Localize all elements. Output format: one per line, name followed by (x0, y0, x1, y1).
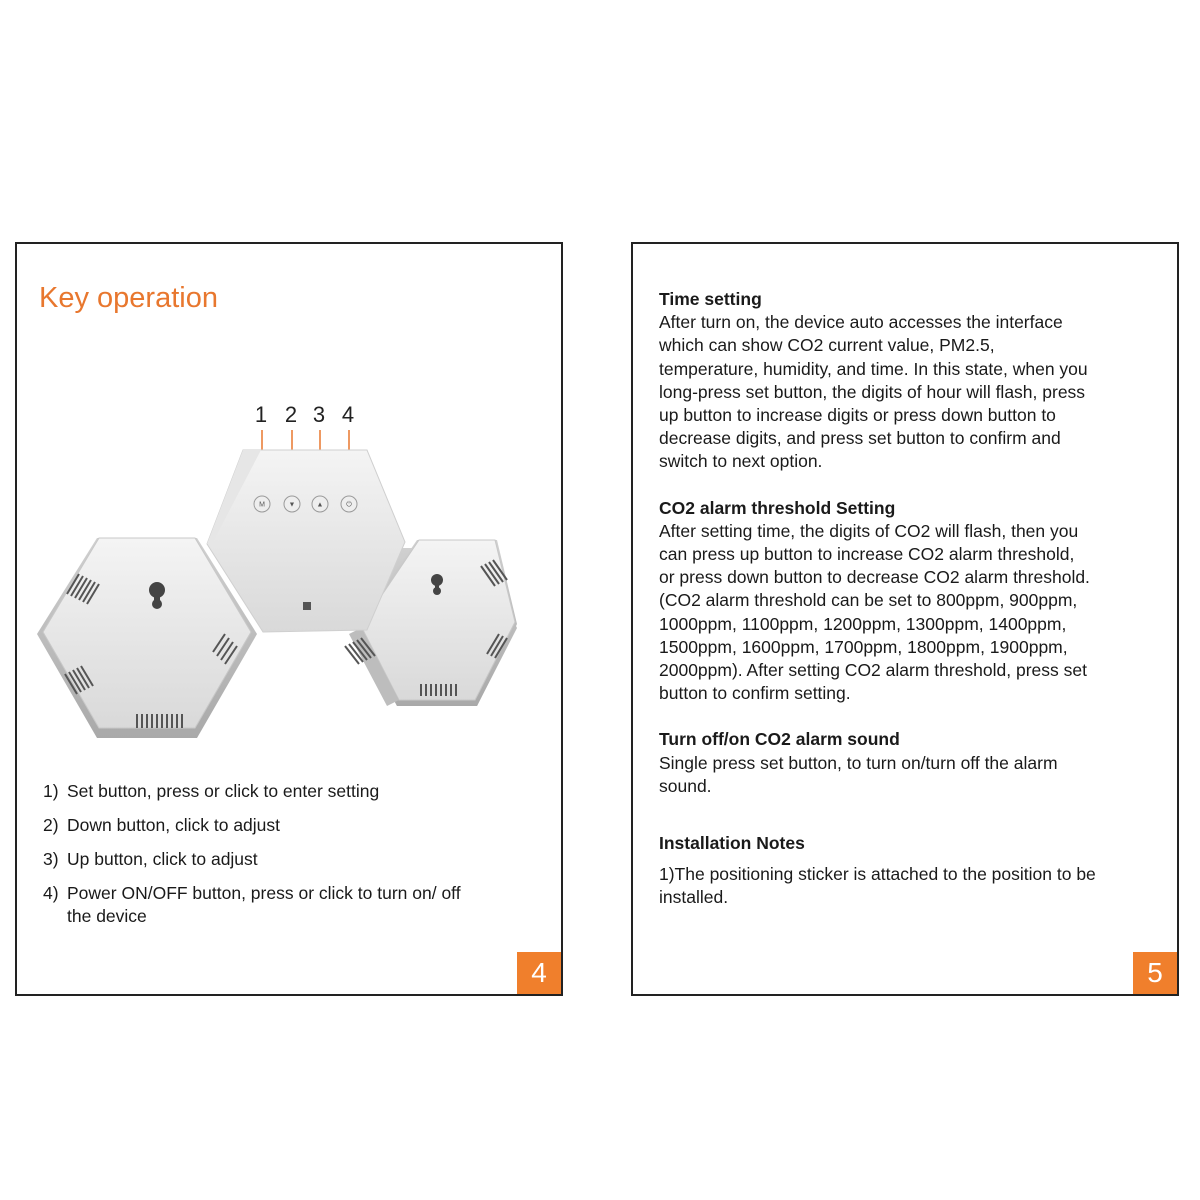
power-icon: ⏻ (346, 501, 352, 509)
set-button-label: M (259, 501, 265, 509)
key-list (43, 780, 513, 939)
section-body: 1)The positioning sticker is attached to the position to be installed. (659, 864, 1096, 908)
page-title: Key operation (39, 282, 218, 314)
instructions (659, 288, 1159, 933)
list-number: 2) (43, 815, 59, 835)
section-title: CO2 alarm threshold Setting (659, 497, 896, 518)
page-number: 4 (517, 952, 561, 994)
section-body: After setting time, the digits of CO2 will flash, then you can press up button to increase CO2 alarm threshold, or press down button to decrease CO2 alarm threshold. (CO2 alarm threshold can be set to 800ppm, 900ppm, 1000ppm, 1100ppm, 1200ppm, 1300ppm, 1400ppm, 1500ppm, 1600ppm, 1700ppm, 1800ppm, 1900ppm, 2000ppm). After setting CO2 alarm threshold, press set button to confirm setting. (659, 520, 1090, 704)
section-alarm-sound (659, 728, 1159, 798)
section-title: Turn off/on CO2 alarm sound (659, 729, 900, 750)
list-text: Set button, press or click to enter setting (67, 781, 380, 801)
section-title: Time setting (659, 289, 762, 309)
manual-page-right (631, 242, 1179, 996)
list-text: Up button, click to adjust (67, 849, 258, 869)
list-text: Power ON/OFF button, press or click to turn on/ off the device (67, 883, 461, 926)
list-item (43, 780, 513, 803)
device-diagram (37, 406, 517, 746)
callout-label-3: 3 (312, 406, 326, 427)
button-callouts (255, 406, 354, 427)
manual-page-left (15, 242, 563, 996)
section-title: Installation Notes (659, 833, 805, 854)
callout-label-1: 1 (254, 406, 268, 427)
sensor-window (303, 602, 311, 610)
callout-label-4: 4 (341, 406, 355, 427)
section-body: After turn on, the device auto accesses the interface which can show CO2 current value, PM2.5, temperature, humidity, and time. In this state, when you long-press set button, the digits of hour will flash, press up button to increase digits or press down button to decrease digits, and press set button to confirm and switch to next option. (659, 312, 1088, 472)
section-co2-threshold (659, 497, 1159, 706)
list-number: 3) (43, 849, 59, 869)
list-item (43, 882, 513, 928)
callout-label-2: 2 (284, 406, 298, 427)
section-time-setting (659, 288, 1159, 474)
list-item (43, 848, 513, 871)
page-number: 5 (1133, 952, 1177, 994)
list-item (43, 814, 513, 837)
section-body: Single press set button, to turn on/turn off the alarm sound. (659, 752, 1058, 796)
list-number: 1) (43, 781, 59, 801)
up-button-label: ▲ (316, 501, 324, 509)
down-button-label: ▼ (288, 501, 296, 509)
list-text: Down button, click to adjust (67, 815, 281, 835)
list-number: 4) (43, 883, 59, 903)
section-installation-notes (659, 832, 1159, 910)
